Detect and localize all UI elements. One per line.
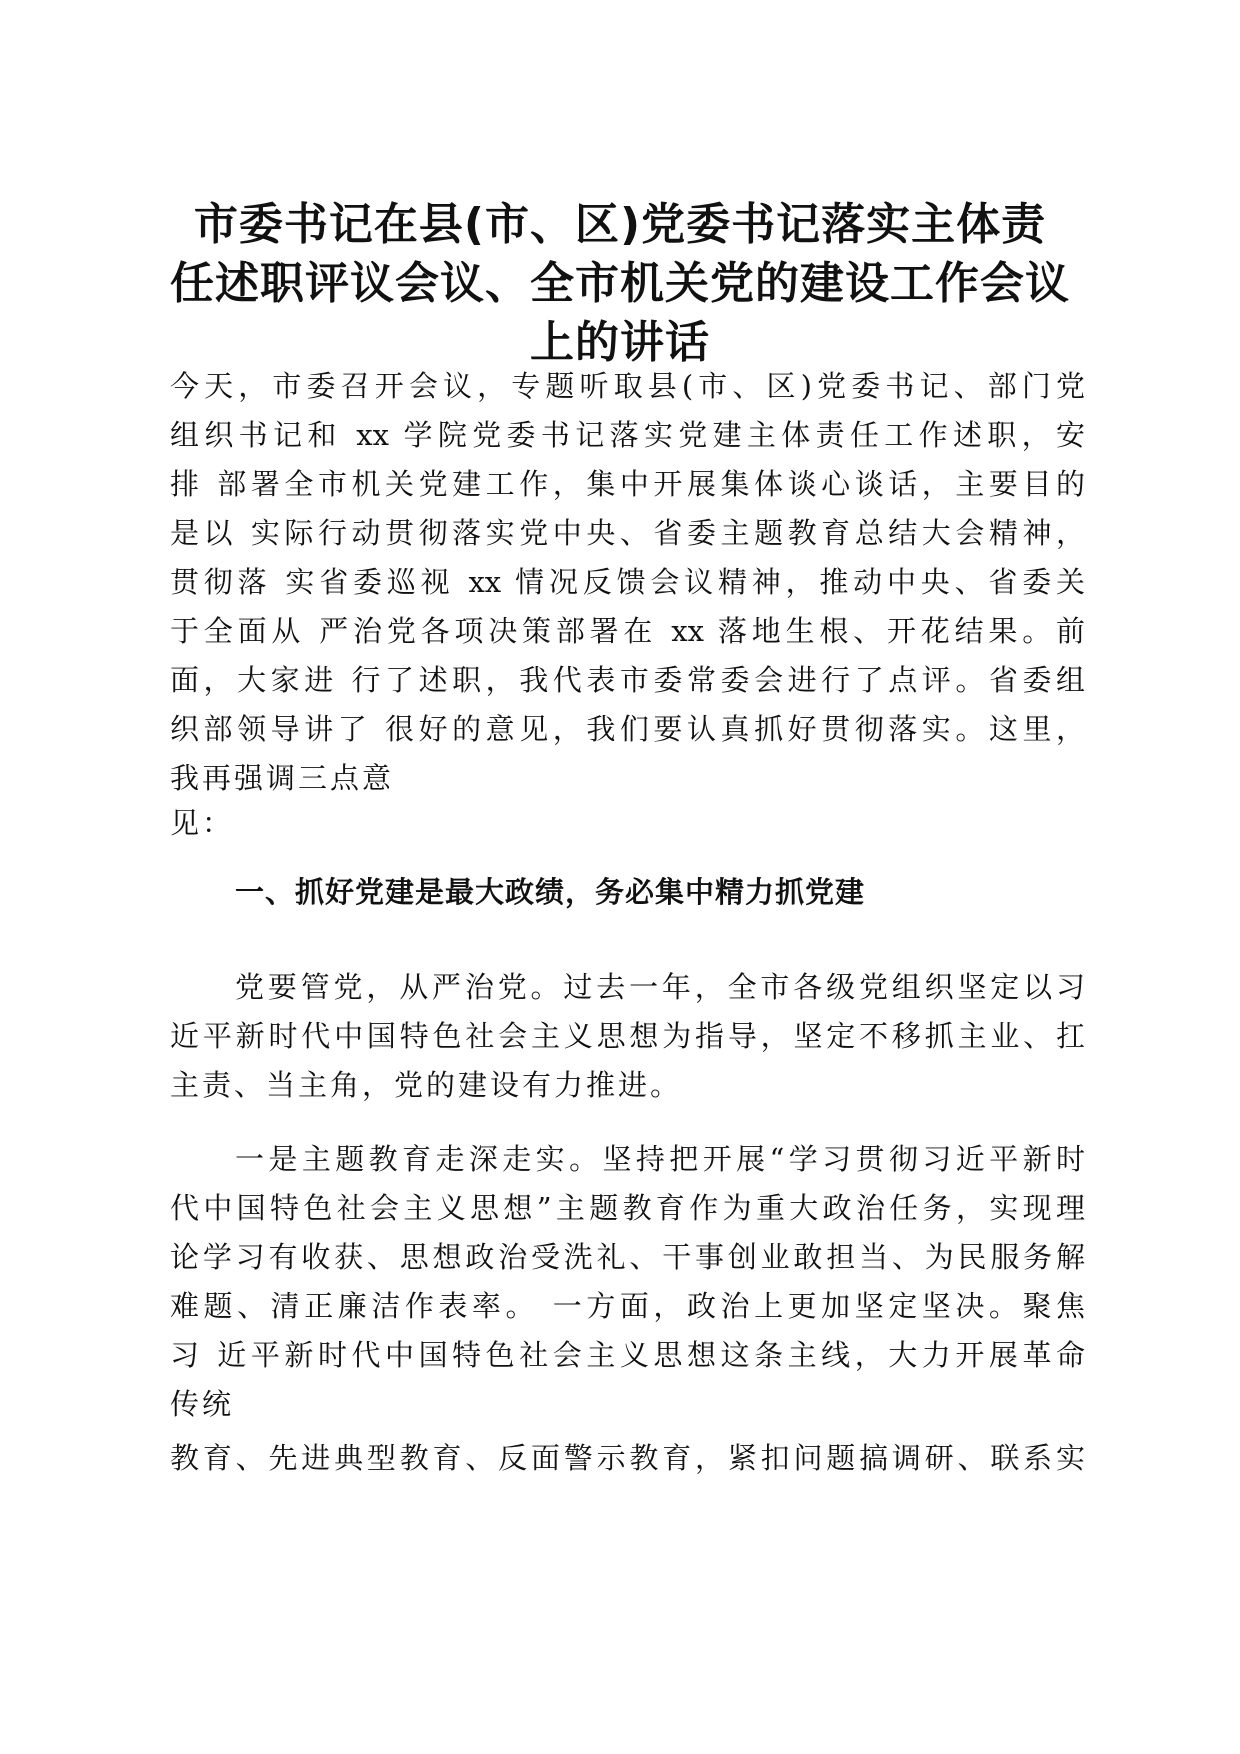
intro-line: 贯彻落 实省委巡视 xx 情况反馈会议精神，推动中央、省委关 [170, 565, 1085, 599]
paragraph-line: 党要管党，从严治党。过去一年，全市各级党组织坚定以习 [235, 970, 1085, 1004]
document-title-line-3: 上的讲话 [530, 317, 710, 368]
paragraph-line: 传统 [170, 1387, 235, 1421]
intro-line: 是以 实际行动贯彻落实党中央、省委主题教育总结大会精神， [170, 516, 1085, 550]
intro-line: 见： [170, 806, 235, 840]
intro-line: 织部领导讲了 很好的意见，我们要认真抓好贯彻落实。这里， [170, 712, 1085, 746]
intro-line: 面，大家进 行了述职，我代表市委常委会进行了点评。省委组 [170, 663, 1085, 697]
document-title-line-1: 市委书记在县(市、区)党委书记落实主体责 [193, 199, 1047, 250]
intro-line: 组织书记和 xx 学院党委书记落实党建主体责任工作述职，安 [170, 418, 1085, 452]
paragraph-line: 教育、先进典型教育、反面警示教育，紧扣问题搞调研、联系实 [170, 1441, 1085, 1475]
paragraph-line: 主责、当主角，党的建设有力推进。 [170, 1068, 683, 1102]
document-title-line-2: 任述职评议会议、全市机关党的建设工作会议 [170, 258, 1070, 309]
paragraph-line: 一是主题教育走深走实。坚持把开展“学习贯彻习近平新时 [235, 1142, 1085, 1176]
intro-line: 我再强调三点意 [170, 761, 395, 795]
paragraph-line: 近平新时代中国特色社会主义思想为指导，坚定不移抓主业、扛 [170, 1019, 1085, 1053]
paragraph-line: 代中国特色社会主义思想”主题教育作为重大政治任务，实现理 [170, 1191, 1085, 1225]
paragraph-line: 习 近平新时代中国特色社会主义思想这条主线，大力开展革命 [170, 1338, 1085, 1372]
section-heading: 一、抓好党建是最大政绩，务必集中精力抓党建 [235, 875, 866, 909]
paragraph-line: 难题、清正廉洁作表率。 一方面，政治上更加坚定坚决。聚焦 [170, 1289, 1085, 1323]
intro-line: 今天，市委召开会议，专题听取县(市、区)党委书记、部门党 [170, 369, 1085, 403]
intro-line: 于全面从 严治党各项决策部署在 xx 落地生根、开花结果。前 [170, 614, 1085, 648]
paragraph-line: 论学习有收获、思想政治受洗礼、干事创业敢担当、为民服务解 [170, 1240, 1085, 1274]
intro-line: 排 部署全市机关党建工作，集中开展集体谈心谈话，主要目的 [170, 467, 1085, 501]
